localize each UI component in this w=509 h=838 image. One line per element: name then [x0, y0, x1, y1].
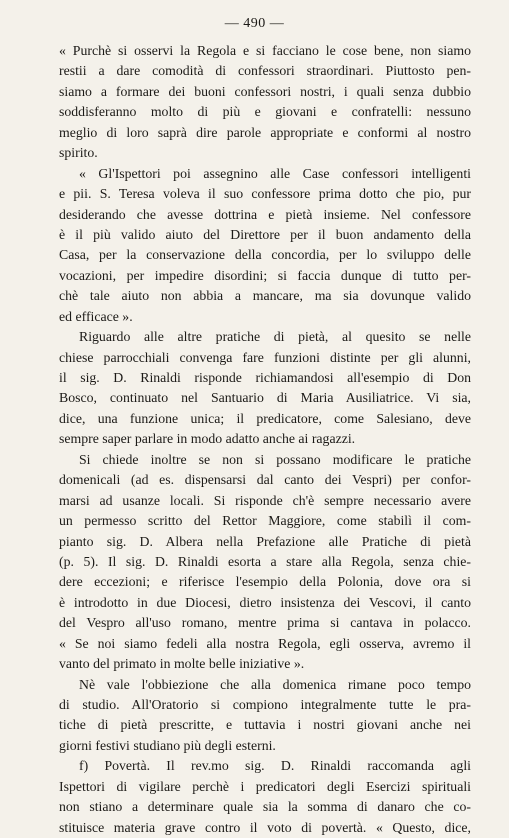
text-line: il sig. D. Rinaldi risponde richiamandosi all'esempio di Don: [59, 370, 471, 385]
text-line: sempre saper parlare in modo adatto anche ai ragazzi.: [59, 431, 356, 447]
text-line: domenicali (ad es. dispensarsi dal canto dei Vespri) per confor-: [59, 472, 471, 488]
text-line: spirito.: [59, 145, 98, 161]
text-line: vocazioni, per impedire disordini; si faccia dunque di tutto per-: [59, 267, 471, 283]
text-line: desiderando che avesse dottrina e pietà insieme. Nel confessore: [59, 206, 471, 222]
text-line: Riguardo alle altre pratiche di pietà, al quesito se nelle: [79, 329, 471, 345]
text-line: tiche di pietà prescritte, e tuttavia i nostri giovani anche nei: [59, 717, 471, 733]
text-line: f) Povertà. Il rev.mo sig. D. Rinaldi raccomanda agli: [79, 758, 471, 774]
text-line: Ispettori di vigilare perchè i predicatori degli Esercizi spirituali: [59, 778, 471, 794]
text-line: un permesso scritto del Rettor Maggiore, come stabilì il com-: [59, 513, 471, 529]
text-line: « Gl'Ispettori poi assegnino alle Case confessori intelligenti: [79, 165, 471, 181]
text-line: meglio di loro saprà dire parole appropriate e conformi al nostro: [59, 124, 471, 140]
text-line: stituisce materia grave contro il voto di povertà. « Questo, dice,: [59, 819, 471, 835]
text-line: Nè vale l'obbiezione che alla domenica rimane poco tempo: [79, 676, 471, 692]
text-line: è introdotto in due Diocesi, dietro insistenza dei Vescovi, il canto: [59, 594, 471, 610]
text-line: soddisferanno molto di più e giovani e confratelli: nessuno: [59, 104, 471, 120]
text-line: giorni festivi studiano più degli esterni.: [59, 737, 276, 753]
text-line: Casa, per la conservazione della concordia, per lo sviluppo delle: [59, 247, 471, 263]
body-text: [59, 41, 471, 838]
text-line: « Se noi siamo fedeli alla nostra Regola, egli osserva, avremo il: [59, 635, 471, 651]
text-line: siamo a formare dei buoni confessori nostri, i quali senza dubbio: [59, 83, 471, 99]
text-line: Bosco, continuato nel Santuario di Maria Ausiliatrice. Vi sia,: [59, 390, 471, 406]
text-line: dere eccezioni; e riferisce l'esempio della Polonia, dove ora si: [59, 574, 471, 590]
text-line: e pii. S. Teresa voleva il suo confessore prima dotto che pio, pur: [59, 186, 471, 202]
text-line: « Purchè si osservi la Regola e si facciano le cose bene, non siamo: [59, 43, 471, 58]
text-line: chiese parrocchiali convenga fare funzioni distinte per gli alunni,: [59, 349, 471, 365]
text-line: dice, una funzione unica; il predicatore, come Salesiano, deve: [59, 410, 471, 426]
text-line: del Vespro all'uso romano, mentre prima si cantava in polacco.: [59, 615, 471, 631]
text-line: (p. 5). Il sig. D. Rinaldi esorta a stare alla Regola, senza chie-: [59, 553, 471, 569]
text-line: restii a dare comodità di confessori straordinari. Piuttosto pen-: [59, 63, 471, 79]
text-line: non stiano a determinare quale sia la somma di danaro che co-: [59, 799, 471, 815]
text-line: di studio. All'Oratorio si compiono integralmente tutte le pra-: [59, 697, 471, 712]
text-line: vanto del primato in molte belle iniziative ».: [59, 656, 305, 672]
text-line: chè tale aiuto non abbia a mancare, ma sia dovunque valido: [59, 288, 471, 304]
text-line: Si chiede inoltre se non si possano modificare le pratiche: [79, 451, 471, 467]
text-line: è il più valido aiuto del Direttore per il buon andamento della: [59, 226, 471, 242]
text-line: pianto sig. D. Albera nella Prefazione alle Pratiche di pietà: [59, 533, 471, 549]
text-line: marsi ad usanze locali. Si risponde ch'è sempre necessario avere: [59, 492, 471, 508]
text-line: ed efficace ».: [59, 308, 133, 324]
page-number: — 490 —: [224, 16, 285, 31]
